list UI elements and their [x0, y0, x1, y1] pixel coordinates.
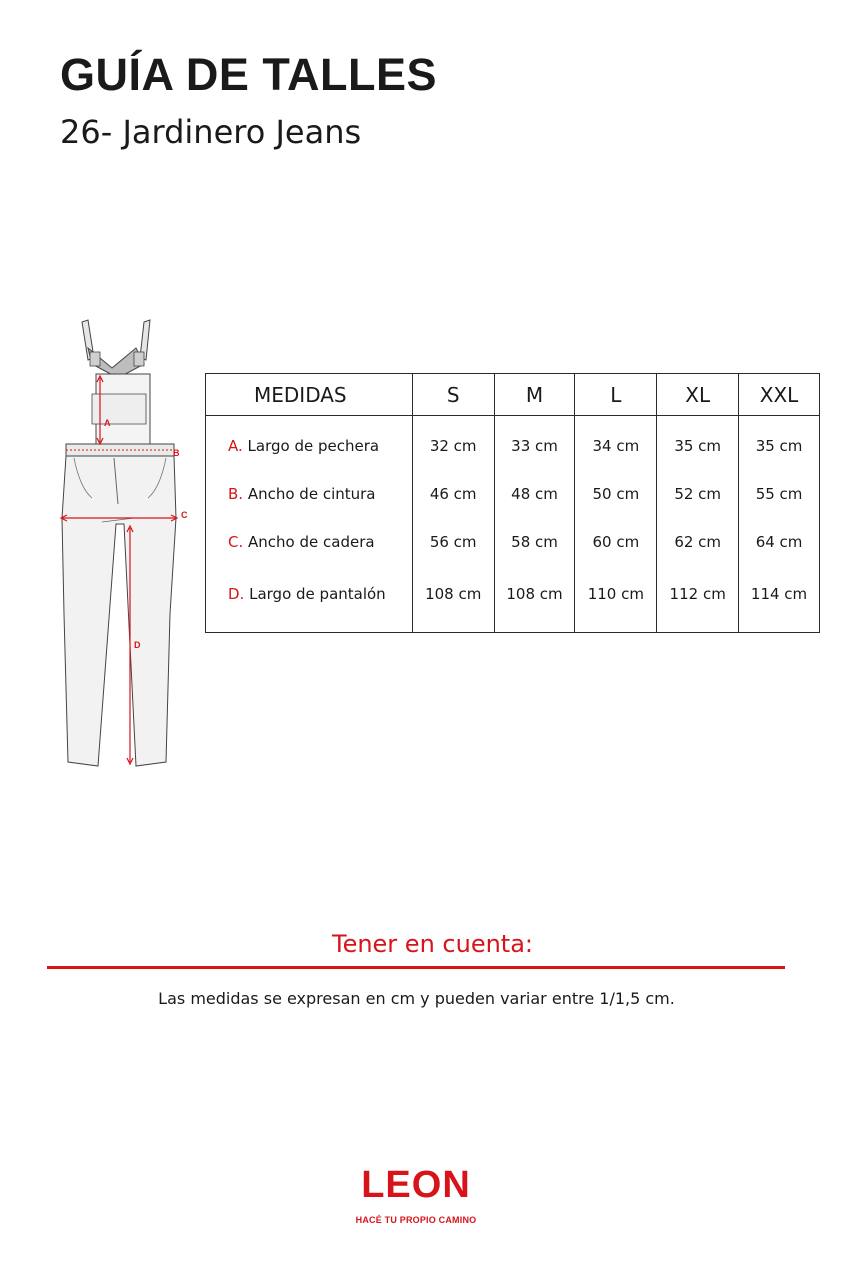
note-heading: Tener en cuenta:	[331, 930, 533, 958]
row-letter: D.	[228, 585, 245, 603]
row-letter: A.	[228, 437, 243, 455]
row-label-text: Largo de pechera	[247, 437, 380, 455]
overalls-diagram	[52, 318, 198, 772]
table-cell: 52 cm	[657, 470, 739, 518]
table-cell: 110 cm	[575, 566, 657, 633]
table-cell: 60 cm	[575, 518, 657, 566]
table-cell: 32 cm	[412, 416, 494, 471]
table-cell: 48 cm	[494, 470, 575, 518]
table-cell: 55 cm	[739, 470, 820, 518]
size-table-header	[206, 374, 820, 416]
column-header-medidas: MEDIDAS	[206, 374, 413, 416]
table-cell: 58 cm	[494, 518, 575, 566]
table-cell: 114 cm	[739, 566, 820, 633]
table-cell: 62 cm	[657, 518, 739, 566]
column-header-m: M	[494, 374, 575, 416]
note-text: Las medidas se expresan en cm y pueden variar entre 1/1,5 cm.	[158, 989, 675, 1008]
table-cell: 108 cm	[494, 566, 575, 633]
row-letter: C.	[228, 533, 244, 551]
brand-logo	[351, 1163, 481, 1227]
table-cell: 34 cm	[575, 416, 657, 471]
row-label	[206, 416, 413, 471]
column-header-s: S	[412, 374, 494, 416]
brand-tagline: HACÉ TU PROPIO CAMINO	[355, 1215, 477, 1225]
row-label-text: Ancho de cintura	[247, 485, 376, 503]
table-row	[206, 518, 820, 566]
row-label-text: Largo de pantalón	[249, 585, 386, 603]
table-cell: 35 cm	[739, 416, 820, 471]
measure-label-c: C	[181, 510, 188, 520]
table-cell: 35 cm	[657, 416, 739, 471]
measure-label-a: A	[104, 418, 111, 428]
row-label-text: Ancho de cadera	[248, 533, 375, 551]
table-cell: 112 cm	[657, 566, 739, 633]
size-table	[205, 373, 820, 633]
table-row	[206, 470, 820, 518]
table-cell: 33 cm	[494, 416, 575, 471]
measure-label-d: D	[134, 640, 141, 650]
row-label	[206, 470, 413, 518]
measure-label-b: B	[173, 448, 180, 458]
table-cell: 108 cm	[412, 566, 494, 633]
table-cell: 46 cm	[412, 470, 494, 518]
column-header-xl: XL	[657, 374, 739, 416]
table-row	[206, 566, 820, 633]
divider	[47, 966, 785, 969]
row-label	[206, 566, 413, 633]
row-letter: B.	[228, 485, 244, 503]
table-cell: 56 cm	[412, 518, 494, 566]
product-subtitle: 26- Jardinero Jeans	[60, 113, 362, 151]
table-cell: 50 cm	[575, 470, 657, 518]
row-label	[206, 518, 413, 566]
column-header-xxl: XXL	[739, 374, 820, 416]
table-row	[206, 416, 820, 471]
column-header-l: L	[575, 374, 657, 416]
brand-name: LEON	[361, 1164, 471, 1206]
table-cell: 64 cm	[739, 518, 820, 566]
page-title: GUÍA DE TALLES	[60, 49, 437, 100]
